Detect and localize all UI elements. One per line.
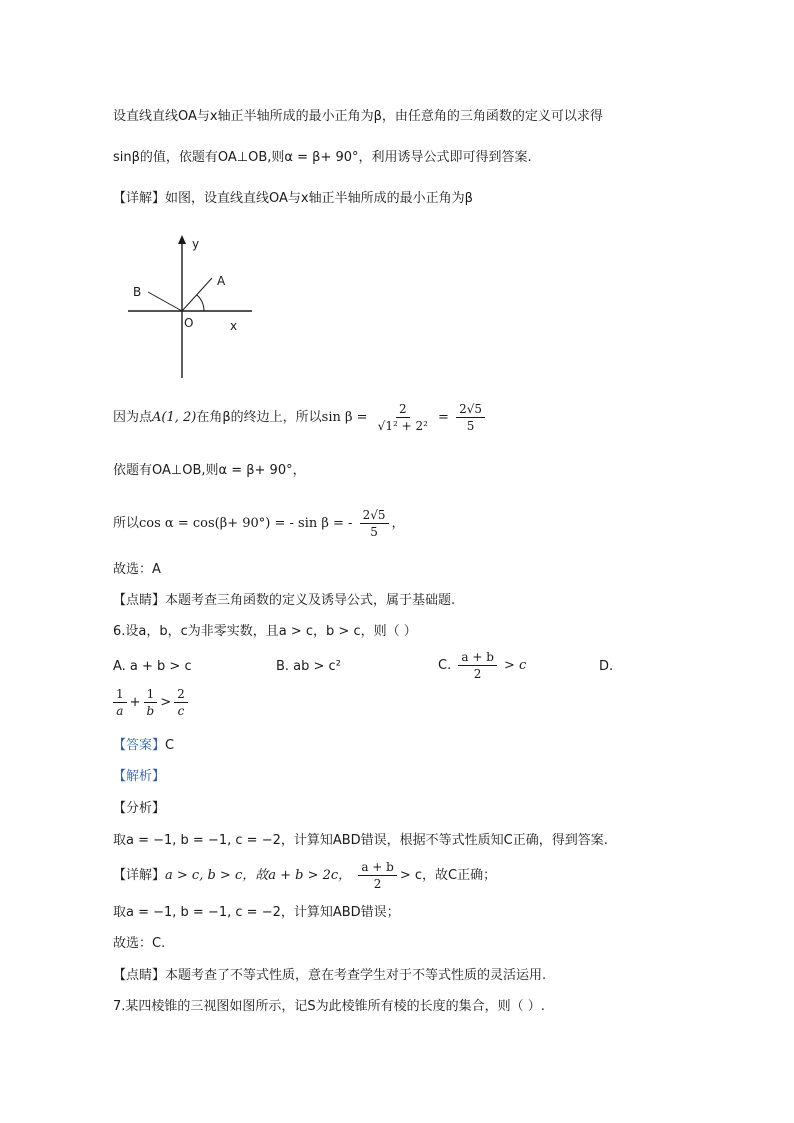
q6-option-d-label[interactable]: D.	[599, 659, 614, 674]
label-b: B	[133, 285, 142, 299]
q7-stem: 7.某四棱锥的三视图如图所示，记S为此棱锥所有棱的长度的集合，则（ ）.	[113, 999, 545, 1014]
q6-jiexi-tag: 【解析】	[113, 769, 166, 784]
coordinate-figure	[120, 230, 260, 380]
q6-stem: 6.设a，b，c为非零实数，且a > c，b > c，则（ ）	[113, 624, 417, 639]
y-axis-arrow	[178, 235, 186, 244]
detail-text: 如图，设直线直线OA与x轴正半轴所成的最小正角为β	[165, 191, 473, 206]
q6-option-d-expr[interactable]: $\frac{1}{a}$ + $\frac{1}{b}$ > $\frac{2}{c}$	[113, 686, 191, 719]
angle-arc	[197, 295, 204, 311]
analysis-line-1: 设直线直线OA与x轴正半轴所成的最小正角为β，由任意角的三角函数的定义可以求得	[113, 109, 603, 124]
detail-tag: 【详解】	[113, 191, 166, 206]
q6-option-c[interactable]: C. $\frac{a + b}{2}$ > c	[438, 650, 527, 681]
label-y: y	[192, 237, 200, 251]
comment-q5: 【点睛】本题考查三角函数的定义及诱导公式，属于基础题.	[113, 593, 456, 608]
q6-detail-2: 取a = −1, b = −1, c = −2，计算知ABD错误；	[113, 905, 400, 920]
q6-option-a[interactable]: A. a + b > c	[113, 659, 192, 674]
step-3: 所以cos α = cos(β+ 90°) = - sin β = - $\frac{2√5}{5}$ ，	[113, 508, 405, 539]
ray-oa	[182, 278, 212, 311]
detail-paragraph	[113, 190, 473, 208]
answer-q5: 故选：A	[113, 562, 161, 577]
q6-choose: 故选：C.	[113, 936, 166, 951]
q6-answer: 【答案】C	[113, 738, 175, 753]
q6-option-b[interactable]: B. ab > c²	[276, 659, 341, 674]
q6-fenxi: 取a = −1, b = −1, c = −2，计算知ABD错误，根据不等式性质知C正确，得到答案.	[113, 833, 608, 848]
fraction-sin: $\frac{2}{\text{√1² + 2²}}$	[377, 402, 428, 433]
q6-fenxi-tag: 【分析】	[113, 801, 166, 816]
q6-detail: 【详解】a > c, b > c，故a + b > 2c， $\frac{a + b}{2}$ > c，故C正确；	[113, 860, 497, 891]
step-1: 因为点A(1, 2)在角β的终边上，所以sin β = $\frac{2}{\text{√1² + 2²}}$ = $\frac{2√5}{5}$	[113, 398, 488, 438]
label-x: x	[230, 319, 238, 333]
fraction-result: $\frac{2√5}{5}$	[456, 401, 485, 434]
q6-comment: 【点睛】本题考查了不等式性质，意在考查学生对于不等式性质的灵活运用.	[113, 968, 547, 983]
analysis-line-2: sinβ的值，依题有OA⊥OB,则α = β+ 90°，利用诱导公式即可得到答案.	[113, 150, 532, 165]
label-o: O	[184, 316, 194, 330]
step-2: 依题有OA⊥OB,则α = β+ 90°，	[113, 463, 306, 478]
fraction-cos: $\frac{2√5}{5}$	[360, 507, 389, 540]
label-a: A	[217, 274, 226, 288]
ray-ob	[148, 292, 182, 311]
